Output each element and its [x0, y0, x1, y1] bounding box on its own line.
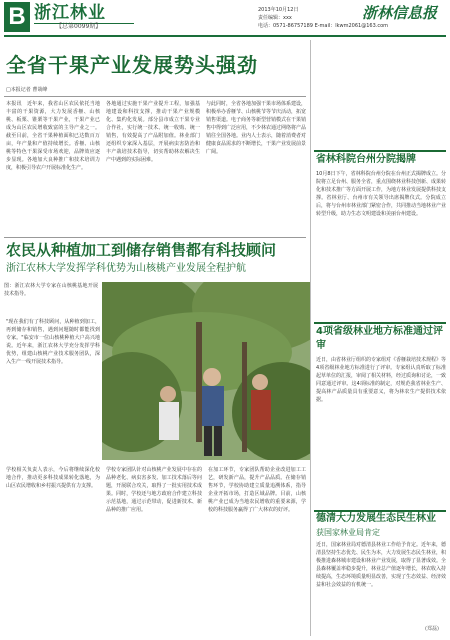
divider	[4, 96, 306, 97]
article-2-headline: 农民从种植加工到储存销售都有科技顾问	[6, 241, 277, 259]
section-title: 浙江林业	[34, 3, 106, 23]
editor-line: 责任编辑：xxx	[258, 15, 292, 21]
masthead-rule	[4, 35, 446, 37]
section-letter: B	[4, 2, 30, 32]
article-1-column-3: 与此同时，全省各地加强干果市场体系建设，积极举办香榧节、山核桃节等节庆活动，拓宽销售渠道。电子商务等新型营销模式在干果销售中得到广泛应用，不少林农通过网络将产品销往全国各地。业内人士表示，随着消费者对健康食品需求的不断增长，干果产业发展前景广阔。	[206, 101, 306, 155]
side-3-headline: 德清大力发展生态民生林业	[316, 513, 436, 524]
side-1-headline: 省林科院台州分院揭牌	[316, 154, 416, 165]
side-1-body: 10月8日下午，省林科院台州分院在台州正式揭牌成立。分院将立足台州、服务全省，重点围绕林业科技创新、成果转化和技术推广等方面开展工作，为地方林业发展提供科技支撑。省林业厅、台州市有关领导出席揭牌仪式。分院成立后，将与台州市林业部门紧密合作，共同推动当地林业产业转型升级，助力生态文明建设和美丽台州建设。	[316, 171, 446, 217]
article-2-column-2: 学校专家团队针对山核桃产业发展中存在的品种老化、病虫害多发、加工技术落后等问题，开展联合攻关，取得了一批实用技术成果。同时，学校还与地方政府合作建立科技示范基地，通过示范带动，促进新技术、新品种的推广应用。	[106, 467, 202, 513]
masthead	[0, 0, 450, 36]
article-2-subhead: 浙江农林大学发挥学科优势为山核桃产业发展全程护航	[6, 263, 246, 274]
orchard-photo-icon	[102, 282, 310, 460]
side-3-body: 近日，国家林业局对德清县林业工作给予肯定。近年来，德清县坚持生态优先、民生为本，大力发展生态民生林业，积极推进森林城市建设和林业产业发展，取得了显著成效。全县森林覆盖率稳步提升，林业总产值逐年增长，林农收入持续提高，生态环境质量明显改善，实现了生态效益、经济效益和社会效益的有机统一。	[316, 542, 446, 588]
article-1-byline: □本报记者 曹哉峰	[6, 87, 48, 93]
side-2-headline: 4项省级林业地方标准通过评审	[316, 326, 443, 351]
contact-line: 电话：0571-86757189 E-mail：lkwm2061@163.com	[258, 23, 389, 29]
column-divider	[310, 40, 311, 636]
issue-label: 【总第0099期】	[56, 23, 102, 30]
article-1-column-1: 本报讯 近年来，我省山区农民依托当地丰富的干果资源，大力发展香榧、山核桃、板栗、锥栗等干果产业，干果产业已成为山区农民增收致富的主导产业之一。截至目前，全省干果种植面积已达数百万亩，年产量和产值持续增长。香榧、山核桃等特色干果深受市场欢迎，品牌效应逐步显现。各地加大良种推广和技术培训力度，积极引导农户开展标准化生产。	[6, 101, 100, 171]
article-2-photo-caption: 图：浙江农林大学专家在山核桃基地开展技术指导。	[4, 283, 98, 297]
side-1-bar	[314, 150, 446, 152]
article-2-column-1b: 学校相关负责人表示，今后将继续深化校地合作，推动更多科技成果转化落地，为山区农民增收和乡村振兴提供有力支撑。	[6, 467, 100, 489]
article-2-column-1: "现在我们有了科技顾问，从种植到加工，再到储存和销售，遇到问题随时都能找到专家。"临安市一位山核桃种植大户高兴地说。近年来，浙江农林大学充分发挥学科优势，组建山核桃产业技术服务团队，深入生产一线开展技术指导。	[6, 319, 100, 365]
side-2-body: 近日，由省林业厅组织的专家组对《香榧栽培技术规程》等4项省级林业地方标准进行了评审。专家组认真听取了标准起草单位的汇报，审阅了相关材料，经过质询和讨论，一致同意通过评审。这4项标准的制定，对规范我省林业生产、提高林产品质量具有重要意义，将为林农生产提供技术依据。	[316, 357, 446, 403]
side-3-subhead: 获国家林业局肯定	[316, 528, 380, 537]
side-2-bar	[314, 322, 446, 324]
footer-tag: (郑磊)	[425, 626, 439, 632]
article-2-photo	[102, 282, 310, 460]
date-line: 2013年10月12日	[258, 7, 299, 13]
article-1-column-2: 各地通过实施干果产业提升工程，加强基地建设和科技支撑，推动干果产业规模化、集约化发展。部分县市成立干果专业合作社，实行统一技术、统一收购、统一销售，有效提高了产品附加值。林业部门还组织专家深入基层，开展病虫害防治和丰产栽培技术指导，切实帮助林农解决生产中遇到的实际困难。	[106, 101, 200, 163]
divider	[4, 237, 306, 238]
article-2-column-3: 在加工环节，专家团队帮助企业改进加工工艺，研发新产品，提升产品品质。在储存销售环节，学校协助建立质量追溯体系，指导企业开拓市场，打造区域品牌。目前，山核桃产业已成为当地农民增收的重要来源，学校的科技服务赢得了广大林农的好评。	[208, 467, 306, 513]
article-1-headline: 全省干果产业发展势头强劲	[6, 53, 258, 77]
paper-name-logo: 浙林信息报	[362, 4, 438, 22]
